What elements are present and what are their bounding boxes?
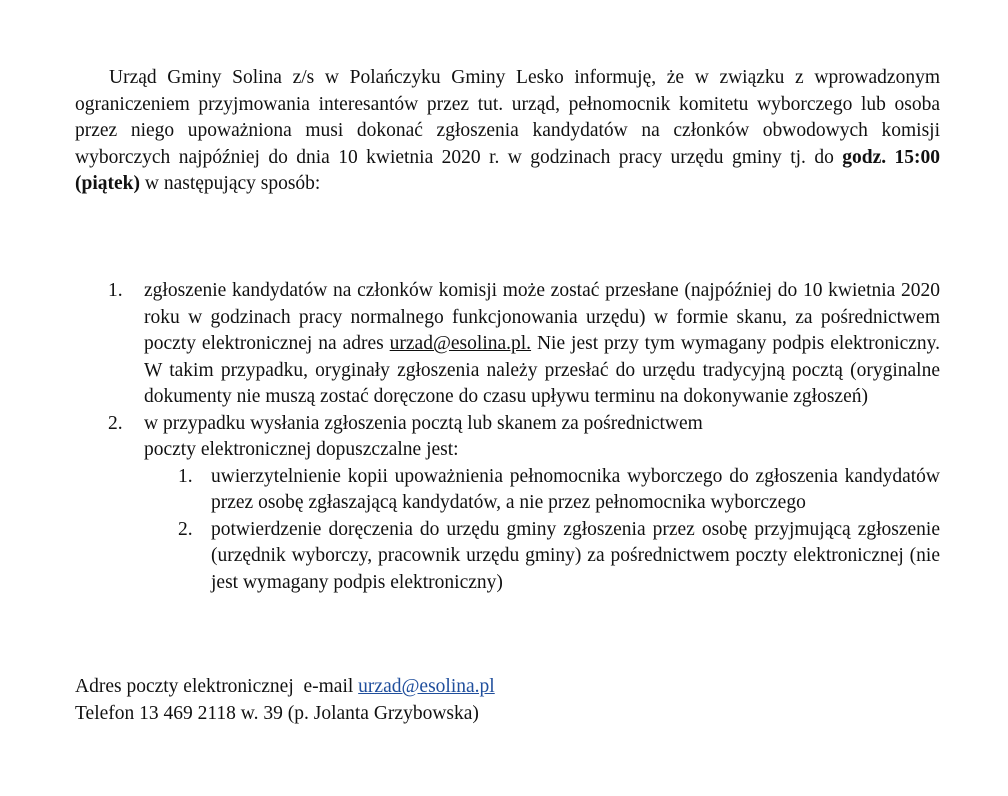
sublist-item-1-text: uwierzytelnienie kopii upoważnienia pełnomocnika wyborczego do zgłoszenia kandydatów przez osobę zgłaszającą kandydatów, a nie przez pełnomocnika wyborczego (211, 465, 940, 513)
list-item-2 (108, 411, 940, 597)
sublist-item-1 (178, 464, 940, 517)
contact-email-line (75, 674, 940, 701)
sublist (144, 464, 940, 597)
list-item-2-line2: poczty elektronicznej dopuszczalne jest: (144, 439, 459, 460)
contact-block (75, 674, 940, 727)
email-link-inline[interactable]: urzad@esolina.pl. (389, 333, 532, 354)
intro-deadline-bold: godz. 15:00 (piątek) (75, 146, 940, 194)
sublist-item-2 (178, 517, 940, 597)
contact-email-label: Adres poczty elektronicznej e-mail (75, 676, 359, 697)
sublist-item-1-number: 1. (178, 465, 193, 487)
contact-phone-line: Telefon 13 469 2118 w. 39 (p. Jolanta Grzybowska) (75, 702, 479, 724)
sublist-item-2-text: potwierdzenie doręczenia do urzędu gminy zgłoszenia przez osobę przyjmującą zgłoszenie (urzędnik wyborczy, pracownik urzędu gminy) za pośrednictwem poczty elektronicznej (nie jest wymagany podpis elektroniczny) (211, 518, 940, 593)
list-item-2-line1: w przypadku wysłania zgłoszenia pocztą lub skanem za pośrednictwem (144, 412, 703, 434)
submission-methods-list (108, 278, 940, 596)
intro-text-part2: w następujący sposób: (140, 173, 321, 194)
intro-paragraph (75, 65, 940, 198)
list-item-1-text-before: zgłoszenie kandydatów na członków komisji może zostać przesłane (najpóźniej do 10 kwietnia 2020 roku w godzinach pracy normalnego funkcjonowania urzędu) w formie skanu, za pośrednictwem poczty elektronicznej na adres (144, 280, 940, 354)
list-item-1-text-after: Nie jest przy tym wymagany podpis elektroniczny. W takim przypadku, oryginały zgłoszenia należy przesłać do urzędu tradycyjną pocztą (oryginalne dokumenty nie muszą zostać doręczone do czasu upływu terminu na dokonywanie zgłoszeń) (144, 333, 940, 407)
contact-email-link[interactable]: urzad@esolina.pl (358, 676, 495, 697)
sublist-item-2-number: 2. (178, 518, 193, 540)
list-item-2-number: 2. (108, 412, 123, 434)
list-item-1-number: 1. (108, 280, 123, 301)
intro-text-part1: Urząd Gminy Solina z/s w Polańczyku Gminy Lesko informuję, że w związku z wprowadzonym ograniczeniem przyjmowania interesantów przez tut. urząd, pełnomocnik komitetu wyborczego lub osoba przez niego upoważniona musi dokonać zgłoszenia kandydatów na członków obwodowych komisji wyborczych najpóźniej do dnia 10 kwietnia 2020 r. w godzinach pracy urzędu gminy tj. do (75, 67, 940, 168)
list-item-1 (108, 278, 940, 411)
